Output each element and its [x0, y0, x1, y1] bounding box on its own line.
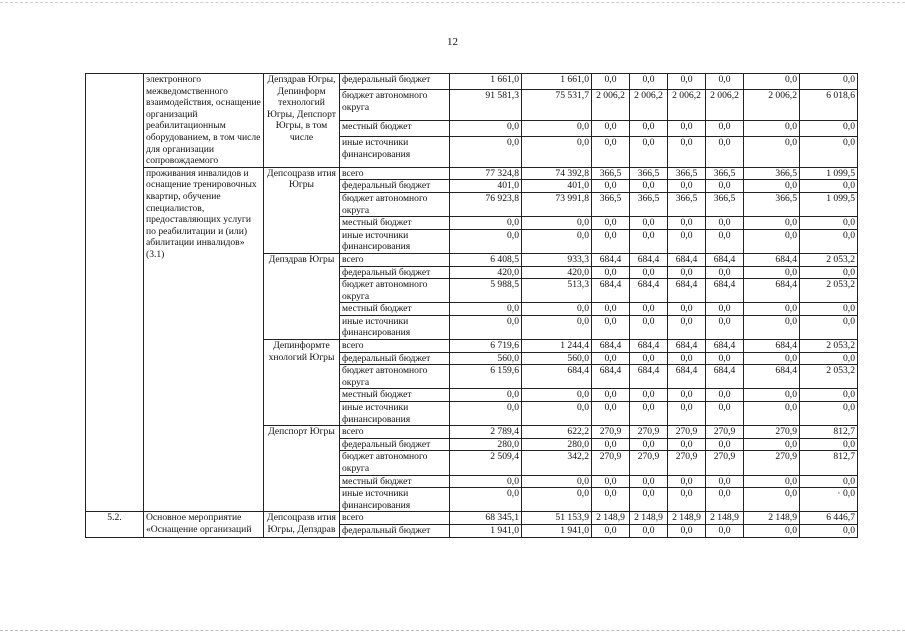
funding-source: всего: [340, 253, 450, 266]
amount-cell: 0,0: [630, 266, 668, 279]
funding-source: федеральный бюджет: [340, 74, 450, 90]
amount-cell: 2 148,9: [744, 512, 800, 525]
amount-cell: 1 661,0: [450, 74, 522, 90]
executor-cell: Депсоцразв ития Югры: [264, 167, 340, 253]
funding-source: местный бюджет: [340, 389, 450, 402]
measure-description: проживания инвалидов и оснащение тренировочных квартир, обучение специалистов, предоставляющих услуги по реабилитации и (или) абилитации инвалидов» (3.1): [144, 167, 264, 512]
amount-cell: 684,4: [592, 279, 630, 303]
amount-cell: 2 148,9: [668, 512, 706, 525]
amount-cell: 420,0: [450, 266, 522, 279]
amount-cell: 74 392,8: [522, 167, 592, 180]
funding-source: иные источники финансирования: [340, 229, 450, 253]
amount-cell: 684,4: [592, 365, 630, 389]
measure-description: Основное мероприятие «Оснащение организаций: [144, 512, 264, 537]
amount-cell: 684,4: [630, 340, 668, 353]
amount-cell: 366,5: [744, 167, 800, 180]
amount-cell: 0,0: [592, 136, 630, 167]
amount-cell: 2 006,2: [744, 90, 800, 121]
amount-cell: 684,4: [706, 253, 744, 266]
amount-cell: 560,0: [450, 352, 522, 365]
amount-cell: 684,4: [706, 279, 744, 303]
amount-cell: 0,0: [744, 402, 800, 426]
amount-cell: 0,0: [630, 402, 668, 426]
amount-cell: 933,3: [522, 253, 592, 266]
amount-cell: 0,0: [800, 120, 858, 136]
amount-cell: 0,0: [592, 266, 630, 279]
funding-source: иные источники финансирования: [340, 136, 450, 167]
amount-cell: 0,0: [668, 524, 706, 537]
funding-source: федеральный бюджет: [340, 266, 450, 279]
amount-cell: 684,4: [630, 279, 668, 303]
amount-cell: 1 099,5: [800, 192, 858, 216]
funding-source: бюджет автономного округа: [340, 365, 450, 389]
amount-cell: 0,0: [706, 266, 744, 279]
funding-source: бюджет автономного округа: [340, 279, 450, 303]
amount-cell: 0,0: [668, 136, 706, 167]
amount-cell: 366,5: [706, 192, 744, 216]
amount-cell: 366,5: [744, 192, 800, 216]
amount-cell: 0,0: [592, 315, 630, 339]
amount-cell: 2 006,2: [592, 90, 630, 121]
amount-cell: 684,4: [668, 340, 706, 353]
funding-source: всего: [340, 340, 450, 353]
amount-cell: 0,0: [668, 389, 706, 402]
amount-cell: 0,0: [668, 266, 706, 279]
executor-cell: Депсоцразв ития Югры, Депздрав: [264, 512, 340, 537]
amount-cell: 0,0: [706, 524, 744, 537]
amount-cell: 73 991,8: [522, 192, 592, 216]
amount-cell: 0,0: [450, 136, 522, 167]
funding-source: бюджет автономного округа: [340, 192, 450, 216]
amount-cell: 684,4: [592, 253, 630, 266]
amount-cell: · 0,0: [800, 488, 858, 512]
amount-cell: 0,0: [744, 266, 800, 279]
amount-cell: 1 941,0: [522, 524, 592, 537]
amount-cell: 0,0: [450, 217, 522, 230]
amount-cell: 0,0: [668, 217, 706, 230]
amount-cell: 684,4: [744, 365, 800, 389]
amount-cell: 0,0: [592, 524, 630, 537]
amount-cell: 2 789,4: [450, 426, 522, 439]
amount-cell: 0,0: [592, 389, 630, 402]
amount-cell: 0,0: [706, 475, 744, 488]
funding-source: местный бюджет: [340, 217, 450, 230]
amount-cell: 68 345,1: [450, 512, 522, 525]
amount-cell: 0,0: [522, 488, 592, 512]
amount-cell: 0,0: [592, 352, 630, 365]
amount-cell: 684,4: [592, 340, 630, 353]
amount-cell: 0,0: [522, 475, 592, 488]
amount-cell: 0,0: [800, 74, 858, 90]
table-row: [86, 74, 858, 90]
amount-cell: 0,0: [450, 303, 522, 316]
executor-cell: Депспорт Югры: [264, 426, 340, 512]
amount-cell: 0,0: [592, 180, 630, 193]
amount-cell: 0,0: [522, 389, 592, 402]
amount-cell: 560,0: [522, 352, 592, 365]
amount-cell: 0,0: [706, 229, 744, 253]
amount-cell: 270,9: [744, 451, 800, 475]
amount-cell: 0,0: [800, 438, 858, 451]
amount-cell: 0,0: [522, 136, 592, 167]
amount-cell: 0,0: [744, 488, 800, 512]
executor-cell: Депинформте хнологий Югры: [264, 340, 340, 426]
funding-source: бюджет автономного округа: [340, 451, 450, 475]
amount-cell: 0,0: [744, 352, 800, 365]
amount-cell: 2 006,2: [630, 90, 668, 121]
amount-cell: 684,4: [668, 279, 706, 303]
amount-cell: 0,0: [706, 74, 744, 90]
amount-cell: 76 923,8: [450, 192, 522, 216]
amount-cell: 0,0: [668, 180, 706, 193]
amount-cell: 0,0: [706, 217, 744, 230]
amount-cell: 0,0: [630, 389, 668, 402]
amount-cell: 2 053,2: [800, 340, 858, 353]
amount-cell: 684,4: [744, 279, 800, 303]
funding-source: местный бюджет: [340, 303, 450, 316]
amount-cell: 0,0: [800, 303, 858, 316]
amount-cell: 684,4: [630, 365, 668, 389]
amount-cell: 684,4: [668, 365, 706, 389]
amount-cell: 0,0: [668, 74, 706, 90]
amount-cell: 0,0: [744, 136, 800, 167]
funding-source: всего: [340, 426, 450, 439]
amount-cell: 2 006,2: [668, 90, 706, 121]
amount-cell: 0,0: [450, 402, 522, 426]
amount-cell: 0,0: [744, 315, 800, 339]
amount-cell: 0,0: [522, 229, 592, 253]
amount-cell: 401,0: [450, 180, 522, 193]
amount-cell: 270,9: [668, 426, 706, 439]
amount-cell: 270,9: [592, 426, 630, 439]
amount-cell: 0,0: [706, 136, 744, 167]
amount-cell: 1 244,4: [522, 340, 592, 353]
amount-cell: 0,0: [668, 352, 706, 365]
amount-cell: 684,4: [744, 253, 800, 266]
amount-cell: 0,0: [800, 524, 858, 537]
amount-cell: 0,0: [450, 229, 522, 253]
amount-cell: 0,0: [592, 475, 630, 488]
amount-cell: 684,4: [668, 253, 706, 266]
amount-cell: 0,0: [800, 402, 858, 426]
amount-cell: 2 006,2: [706, 90, 744, 121]
amount-cell: 0,0: [592, 229, 630, 253]
amount-cell: 0,0: [800, 180, 858, 193]
amount-cell: 6 018,6: [800, 90, 858, 121]
amount-cell: 0,0: [706, 389, 744, 402]
funding-source: федеральный бюджет: [340, 524, 450, 537]
amount-cell: 684,4: [744, 340, 800, 353]
amount-cell: 2 148,9: [706, 512, 744, 525]
amount-cell: 2 509,4: [450, 451, 522, 475]
amount-cell: 270,9: [630, 426, 668, 439]
table-row: [86, 167, 858, 180]
amount-cell: 684,4: [630, 253, 668, 266]
amount-cell: 401,0: [522, 180, 592, 193]
amount-cell: 0,0: [744, 229, 800, 253]
amount-cell: 2 148,9: [630, 512, 668, 525]
item-number-cell: [86, 74, 144, 512]
amount-cell: 0,0: [630, 180, 668, 193]
amount-cell: 366,5: [592, 167, 630, 180]
measure-description: электронного межведомственного взаимодействия, оснащение организаций реабилитационным оборудованием, в том числе для организации сопровождаемого: [144, 74, 264, 168]
amount-cell: 0,0: [630, 475, 668, 488]
amount-cell: 812,7: [800, 426, 858, 439]
amount-cell: 0,0: [668, 488, 706, 512]
amount-cell: 0,0: [744, 524, 800, 537]
amount-cell: 6 408,5: [450, 253, 522, 266]
funding-source: федеральный бюджет: [340, 180, 450, 193]
amount-cell: 270,9: [706, 451, 744, 475]
amount-cell: 0,0: [800, 229, 858, 253]
amount-cell: 366,5: [592, 192, 630, 216]
amount-cell: 0,0: [706, 438, 744, 451]
amount-cell: 0,0: [630, 229, 668, 253]
funding-source: иные источники финансирования: [340, 488, 450, 512]
amount-cell: 812,7: [800, 451, 858, 475]
amount-cell: 0,0: [592, 488, 630, 512]
executor-cell: Депздрав Югры: [264, 253, 340, 339]
funding-source: всего: [340, 512, 450, 525]
amount-cell: 0,0: [630, 352, 668, 365]
amount-cell: 0,0: [630, 136, 668, 167]
amount-cell: 0,0: [744, 389, 800, 402]
amount-cell: 0,0: [744, 120, 800, 136]
amount-cell: 0,0: [630, 303, 668, 316]
amount-cell: 0,0: [744, 303, 800, 316]
amount-cell: 0,0: [592, 303, 630, 316]
amount-cell: 1 099,5: [800, 167, 858, 180]
item-number-cell: 5.2.: [86, 512, 144, 537]
amount-cell: 0,0: [800, 266, 858, 279]
amount-cell: 2 053,2: [800, 365, 858, 389]
amount-cell: 366,5: [630, 167, 668, 180]
amount-cell: 0,0: [630, 524, 668, 537]
amount-cell: 91 581,3: [450, 90, 522, 121]
funding-source: федеральный бюджет: [340, 352, 450, 365]
amount-cell: 1 941,0: [450, 524, 522, 537]
funding-source: бюджет автономного округа: [340, 90, 450, 121]
amount-cell: 0,0: [706, 120, 744, 136]
amount-cell: 684,4: [706, 340, 744, 353]
amount-cell: 0,0: [706, 315, 744, 339]
amount-cell: 2 053,2: [800, 253, 858, 266]
amount-cell: 0,0: [744, 475, 800, 488]
amount-cell: 6 446,7: [800, 512, 858, 525]
amount-cell: 0,0: [450, 475, 522, 488]
amount-cell: 280,0: [450, 438, 522, 451]
amount-cell: 0,0: [706, 180, 744, 193]
amount-cell: 270,9: [630, 451, 668, 475]
amount-cell: 420,0: [522, 266, 592, 279]
amount-cell: 0,0: [450, 315, 522, 339]
amount-cell: 0,0: [668, 229, 706, 253]
amount-cell: 6 719,6: [450, 340, 522, 353]
funding-source: всего: [340, 167, 450, 180]
amount-cell: 366,5: [668, 192, 706, 216]
amount-cell: 5 988,5: [450, 279, 522, 303]
funding-source: местный бюджет: [340, 475, 450, 488]
amount-cell: 0,0: [592, 438, 630, 451]
amount-cell: 6 159,6: [450, 365, 522, 389]
amount-cell: 0,0: [630, 74, 668, 90]
amount-cell: 0,0: [592, 217, 630, 230]
amount-cell: 0,0: [668, 303, 706, 316]
amount-cell: 2 053,2: [800, 279, 858, 303]
amount-cell: 0,0: [744, 438, 800, 451]
amount-cell: 366,5: [668, 167, 706, 180]
table-row: [86, 512, 858, 525]
budget-table: [85, 73, 858, 538]
funding-source: местный бюджет: [340, 120, 450, 136]
amount-cell: 0,0: [744, 217, 800, 230]
amount-cell: 0,0: [630, 315, 668, 339]
amount-cell: 0,0: [744, 74, 800, 90]
amount-cell: 366,5: [706, 167, 744, 180]
executor-cell: Депздрав Югры, Депинформ технологий Югры, Депспорт Югры, в том числе: [264, 74, 340, 168]
amount-cell: 0,0: [630, 438, 668, 451]
amount-cell: 0,0: [522, 303, 592, 316]
funding-source: иные источники финансирования: [340, 402, 450, 426]
amount-cell: 0,0: [630, 120, 668, 136]
amount-cell: 0,0: [630, 488, 668, 512]
amount-cell: 0,0: [668, 315, 706, 339]
amount-cell: 270,9: [706, 426, 744, 439]
amount-cell: 0,0: [706, 303, 744, 316]
amount-cell: 0,0: [706, 352, 744, 365]
amount-cell: 684,4: [522, 365, 592, 389]
amount-cell: 0,0: [800, 217, 858, 230]
funding-source: иные источники финансирования: [340, 315, 450, 339]
amount-cell: 0,0: [668, 438, 706, 451]
amount-cell: 75 531,7: [522, 90, 592, 121]
funding-source: федеральный бюджет: [340, 438, 450, 451]
page-number: 12: [447, 36, 458, 48]
amount-cell: 0,0: [592, 120, 630, 136]
amount-cell: 622,2: [522, 426, 592, 439]
amount-cell: 0,0: [800, 136, 858, 167]
amount-cell: 513,3: [522, 279, 592, 303]
amount-cell: 0,0: [592, 402, 630, 426]
amount-cell: 270,9: [668, 451, 706, 475]
amount-cell: 280,0: [522, 438, 592, 451]
amount-cell: 0,0: [522, 217, 592, 230]
amount-cell: 366,5: [630, 192, 668, 216]
amount-cell: 0,0: [706, 488, 744, 512]
amount-cell: 0,0: [522, 402, 592, 426]
amount-cell: 270,9: [744, 426, 800, 439]
amount-cell: 51 153,9: [522, 512, 592, 525]
amount-cell: 0,0: [800, 475, 858, 488]
amount-cell: 0,0: [630, 217, 668, 230]
amount-cell: 0,0: [522, 315, 592, 339]
amount-cell: 0,0: [668, 120, 706, 136]
amount-cell: 0,0: [668, 475, 706, 488]
amount-cell: 0,0: [450, 488, 522, 512]
amount-cell: 2 148,9: [592, 512, 630, 525]
amount-cell: 0,0: [744, 180, 800, 193]
amount-cell: 270,9: [592, 451, 630, 475]
amount-cell: 0,0: [706, 402, 744, 426]
amount-cell: 1 661,0: [522, 74, 592, 90]
amount-cell: 0,0: [450, 120, 522, 136]
amount-cell: 77 324,8: [450, 167, 522, 180]
amount-cell: 0,0: [592, 74, 630, 90]
amount-cell: 684,4: [706, 365, 744, 389]
amount-cell: 0,0: [800, 389, 858, 402]
scan-edge-bottom: [0, 630, 905, 631]
amount-cell: 342,2: [522, 451, 592, 475]
amount-cell: 0,0: [800, 315, 858, 339]
scan-edge-top: [0, 2, 905, 3]
amount-cell: 0,0: [522, 120, 592, 136]
amount-cell: 0,0: [450, 389, 522, 402]
amount-cell: 0,0: [800, 352, 858, 365]
amount-cell: 0,0: [668, 402, 706, 426]
